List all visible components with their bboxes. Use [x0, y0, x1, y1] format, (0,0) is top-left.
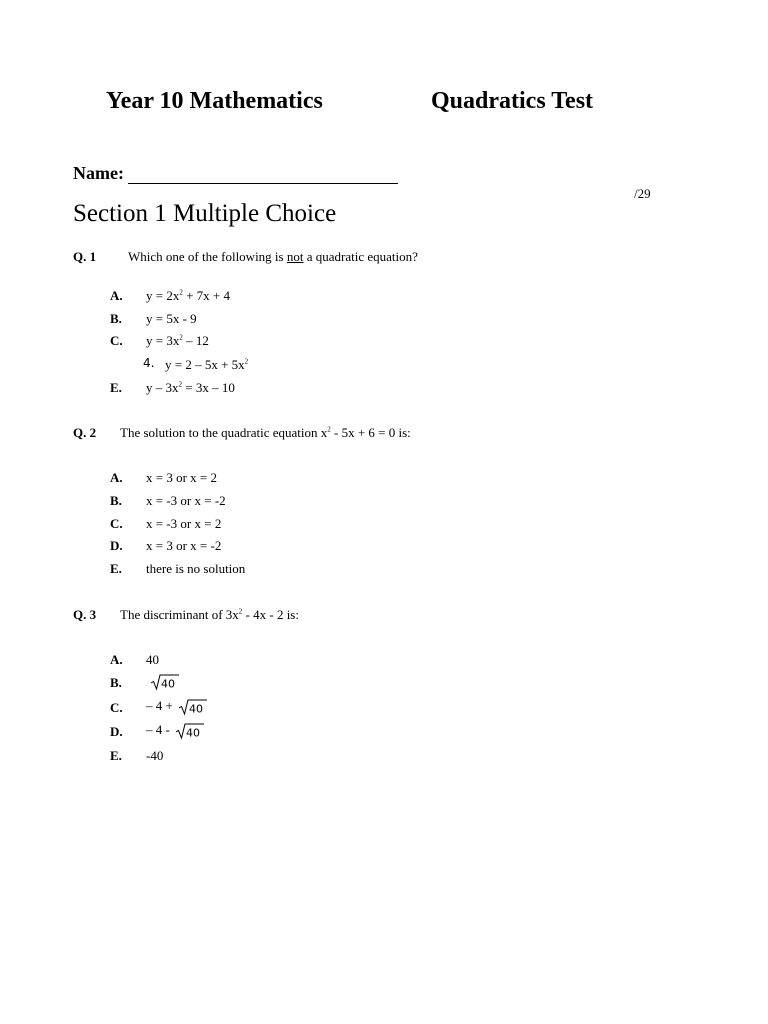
q2-text-sup: 2: [327, 425, 331, 434]
q2-e-letter: E.: [110, 561, 122, 576]
q2-text-pre: The solution to the quadratic equation x: [120, 425, 328, 440]
q2-e-option[interactable]: there is no solution: [146, 561, 246, 576]
q1-e-post: = 3x – 10: [182, 380, 235, 395]
q3-c-pre: – 4 +: [146, 698, 177, 713]
q1-d-pre: y = 2 – 5x + 5x: [165, 357, 245, 372]
q3-number: Q. 3: [73, 607, 97, 622]
q1-text-post: a quadratic equation?: [303, 249, 418, 264]
q1-a-pre: y = 2x: [146, 288, 180, 303]
q1-e-sup: 2: [178, 380, 182, 389]
q1-d-letter: 4.: [143, 356, 155, 370]
q1-c-letter: C.: [110, 333, 123, 348]
sqrt-symbol: [178, 698, 208, 716]
q3-d-letter: D.: [110, 724, 123, 739]
q1-number: Q. 1: [73, 249, 97, 264]
q1-d-option[interactable]: [165, 357, 248, 373]
q1-c-sup: 2: [179, 333, 183, 342]
q2-b-option[interactable]: x = -3 or x = -2: [146, 493, 226, 508]
q3-b-option[interactable]: [148, 673, 180, 691]
q3-b-radicand: 40: [161, 677, 175, 691]
sqrt-symbol: [150, 673, 180, 691]
name-field-line: [128, 183, 398, 184]
q1-a-post: + 7x + 4: [182, 288, 231, 303]
q3-text-post: - 4x - 2 is:: [242, 607, 299, 622]
q1-c-pre: y = 3x: [146, 333, 180, 348]
q1-e-option[interactable]: [146, 380, 235, 396]
q2-c-option[interactable]: x = -3 or x = 2: [146, 516, 222, 531]
q3-c-radicand: 40: [189, 702, 204, 716]
q1-a-option[interactable]: [146, 288, 230, 304]
q1-a-letter: A.: [110, 288, 123, 303]
subject-title: Year 10 Mathematics: [106, 88, 323, 114]
q1-b-letter: B.: [110, 311, 122, 326]
q1-d-sup: 2: [244, 357, 249, 366]
sqrt-symbol: [175, 722, 205, 740]
q2-c-letter: C.: [110, 516, 123, 531]
q2-d-letter: D.: [110, 538, 123, 553]
q2-a-option[interactable]: x = 3 or x = 2: [146, 470, 217, 485]
q3-c-option[interactable]: [146, 698, 208, 716]
q3-text-pre: The discriminant of 3x: [120, 607, 239, 622]
q1-text-pre: Which one of the following is: [128, 249, 287, 264]
q3-a-option[interactable]: 40: [146, 652, 159, 667]
q1-text-emph: not: [286, 249, 304, 264]
q3-d-radicand: 40: [186, 726, 201, 740]
q3-d-pre: – 4 -: [146, 722, 174, 737]
q3-a-letter: A.: [110, 652, 123, 667]
q2-number: Q. 2: [73, 425, 97, 440]
q1-c-post: – 12: [182, 333, 209, 348]
test-title: Quadratics Test: [431, 88, 594, 114]
q2-b-letter: B.: [110, 493, 122, 508]
q2-a-letter: A.: [110, 470, 123, 485]
q2-text: [120, 425, 411, 441]
q1-text: [128, 249, 418, 265]
q1-e-letter: E.: [110, 380, 122, 395]
q2-text-post: - 5x + 6 = 0 is:: [330, 425, 411, 440]
q3-text-sup: 2: [238, 607, 243, 616]
q1-a-sup: 2: [179, 288, 183, 297]
q3-text: [120, 607, 299, 623]
q1-b-option[interactable]: y = 5x - 9: [146, 311, 197, 326]
q3-e-option[interactable]: -40: [146, 748, 164, 763]
q1-c-option[interactable]: [146, 333, 209, 349]
total-score: /29: [634, 186, 651, 201]
q2-d-option[interactable]: x = 3 or x = -2: [146, 538, 222, 553]
section-title: Section 1 Multiple Choice: [73, 200, 337, 227]
q3-d-option[interactable]: [146, 722, 205, 740]
q3-e-letter: E.: [110, 748, 122, 763]
q3-b-letter: B.: [110, 675, 122, 690]
q1-e-pre: y – 3x: [146, 380, 179, 395]
name-label: Name:: [73, 163, 124, 183]
q3-c-letter: C.: [110, 700, 123, 715]
